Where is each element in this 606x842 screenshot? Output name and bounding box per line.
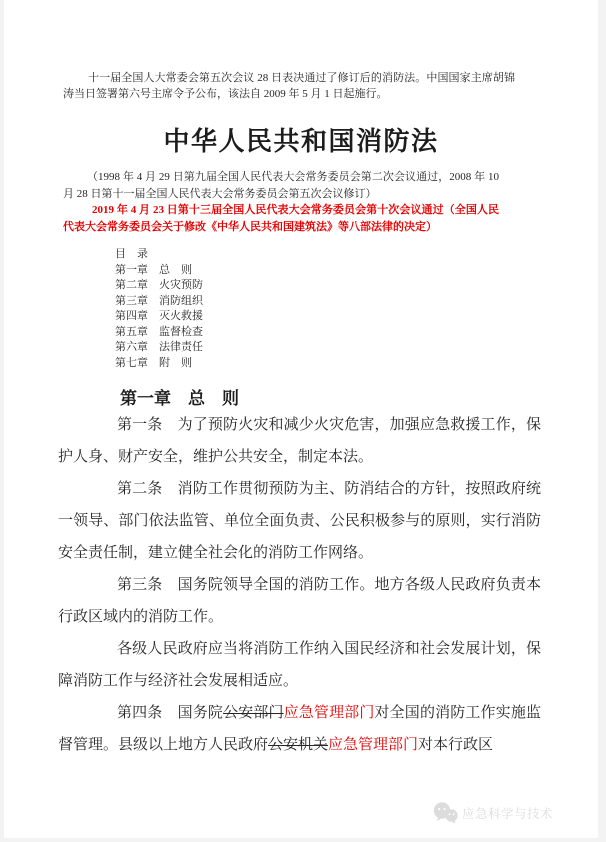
table-of-contents	[115, 247, 203, 371]
intro-paragraph: 十一届全国人大常委会第五次会议 28 日表决通过了修订后的消防法。中国国家主席胡锦涛当日签署第六号主席令予公布，该法自 2009 年 5 月 1 日起施行。	[63, 72, 515, 100]
text-segment-strike: 公安机关	[268, 737, 329, 753]
toc-item-chapter6: 第六章 法律责任	[115, 341, 203, 353]
article-3-paragraph: 第三条 国务院领导全国的消防工作。地方各级人民政府负责本行政区域内的消防工作。	[58, 577, 541, 625]
enactment-note: （1998 年 4 月 29 日第九届全国人民代表大会常务委员会第二次会议通过，2008 年 10 月 28 日第十一届全国人民代表大会常务委员会第五次会议修订）	[63, 171, 499, 200]
text-segment-red: 应急管理部门	[283, 705, 375, 721]
watermark	[432, 801, 553, 825]
toc-item-chapter1: 第一章 总 则	[115, 263, 192, 276]
text-segment-normal: 对全国的消防工作实施监督管理。县级以上地方人民政府	[58, 705, 541, 753]
document-page	[4, 0, 598, 838]
law-title: 中华人民共和国消防法	[163, 127, 439, 156]
toc-heading: 目 录	[115, 248, 148, 260]
toc-item-chapter7: 第七章 附 则	[115, 356, 192, 369]
toc-item-chapter5: 第五章 监督检查	[115, 325, 203, 338]
chapter-heading: 第一章 总 则	[120, 389, 239, 408]
text-segment-normal: 对本行政区	[418, 737, 494, 753]
article-1-paragraph: 第一条 为了预防火灾和减少火灾危害，加强应急救援工作，保护人身、财产安全，维护公共安全，制定本法。	[58, 417, 541, 465]
toc-item-chapter2: 第二章 火灾预防	[115, 279, 203, 291]
toc-item-chapter4: 第四章 灭火救援	[115, 310, 203, 322]
notes-block	[63, 169, 499, 235]
text-segment-red: 应急管理部门	[328, 737, 419, 753]
toc-item-chapter3: 第三章 消防组织	[115, 294, 203, 307]
article-2-paragraph: 第二条 消防工作贯彻预防为主、防消结合的方针，按照政府统一领导、部门依法监管、单位全面负责、公民积极参与的原则，实行消防安全责任制，建立健全社会化的消防工作网络。	[58, 481, 541, 561]
text-segment-normal: 第四条 国务院	[117, 705, 224, 721]
article-4-paragraph	[58, 697, 541, 761]
chapter-body	[58, 409, 541, 761]
amendment-note: 2019 年 4 月 23 日第十三届全国人民代表大会常务委员会第十次会议通过（全国人民代表大会常务委员会关于修改《中华人民共和国建筑法》等八部法律的决定）	[63, 204, 499, 233]
watermark-label: 应急科学与技术	[462, 807, 554, 821]
text-segment-strike: 公安部门	[223, 705, 284, 721]
wechat-icon	[432, 801, 459, 825]
article-3-paragraph-2: 各级人民政府应当将消防工作纳入国民经济和社会发展计划，保障消防工作与经济社会发展相适应。	[58, 641, 541, 689]
